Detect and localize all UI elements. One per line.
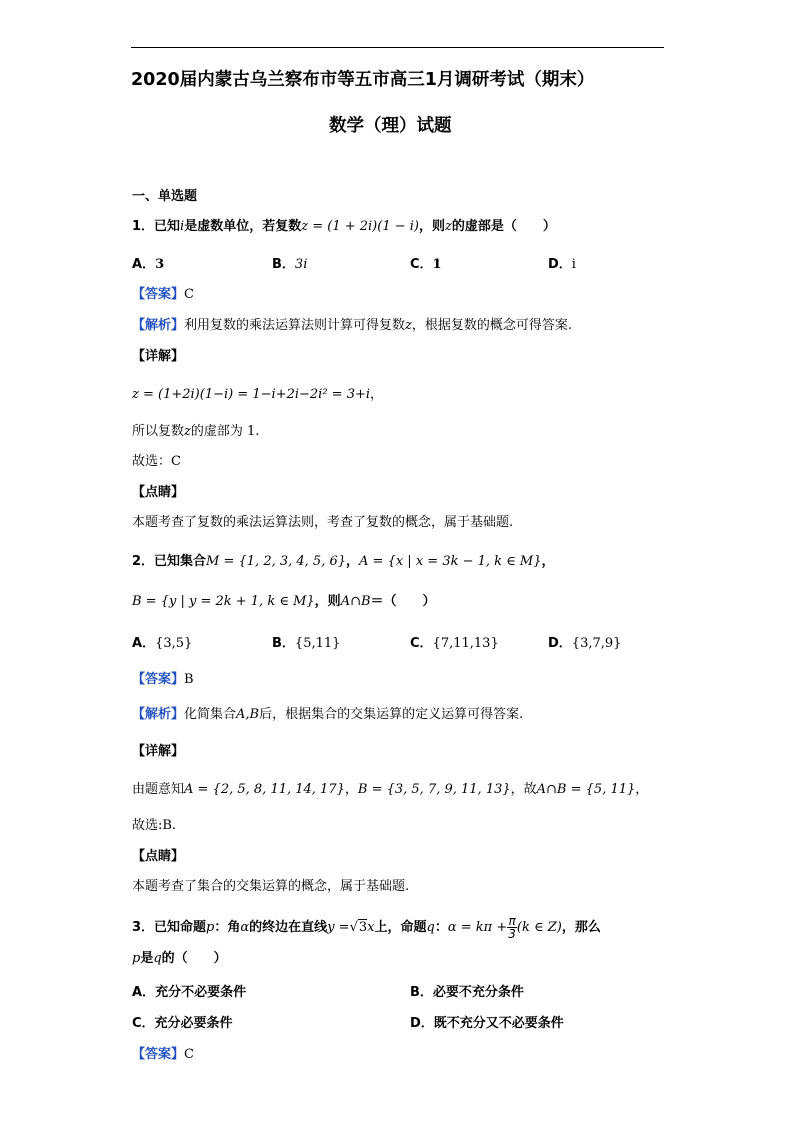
q1-answer [132,286,194,304]
option-letter: C． [132,1016,155,1031]
answer-value: C [184,1047,194,1062]
q3-var-p: p [206,920,215,935]
detail-text: 由题意知 [132,782,185,797]
conclusion-text: 的虚部为 1. [190,424,260,439]
q1-var-i: i [180,219,185,234]
q3-option-b [410,984,524,1002]
q1-formula: z = (1 + 2i)(1 − i) [301,219,419,234]
q2-option-c [410,635,499,653]
q2-detail-heading [132,743,184,761]
option-letter: A． [132,636,156,651]
q2-text: ， [541,554,555,569]
option-letter: A． [132,257,156,272]
q1-analysis [132,317,572,335]
header-rule [131,47,664,48]
option-letter: C． [410,257,433,272]
analysis-var: A,B [236,707,260,722]
detail-set-b: B = {3, 5, 7, 9, 11, 13} [357,782,511,797]
option-text: 3i [294,257,308,272]
q2-comment-heading [132,848,184,866]
q2-analysis [132,706,523,724]
q2-option-a [132,635,192,653]
conclusion-text: 所以复数 [132,424,185,439]
answer-value: C [184,287,194,302]
section-heading: 一、单选题 [132,189,198,204]
q2-option-b [272,635,340,653]
q2-set-b: B = {y | y = 2k + 1, k ∈ M} [132,594,315,609]
q3-text: 是 [140,951,154,966]
q1-option-d [548,256,576,274]
q1-detail-heading [132,348,184,366]
paper-title: 2020届内蒙古乌兰察布市等五市高三1月调研考试（期末） [131,70,595,90]
paper-subtitle: 数学（理）试题 [329,116,452,136]
comment-label: 【点睛】 [132,849,185,864]
q3-cond-lhs: α = kπ + [447,920,508,935]
q3-fraction [507,915,517,940]
q3-option-c [132,1015,233,1033]
conclusion-var: z [184,424,191,439]
q1-choose: 故选：C [132,454,181,469]
q1-comment: 本题考查了复数的乘法运算法则，考查了复数的概念，属于基础题. [132,515,514,530]
analysis-text: 后，根据集合的交集运算的定义运算可得答案. [259,707,524,722]
detail-text: ，故 [510,782,537,797]
q3-text: 3．已知命题 [132,920,207,935]
q1-detail-formula [132,386,383,404]
q1-option-b [272,256,307,274]
option-text: i [571,257,576,272]
q2-answer [132,671,194,689]
answer-label: 【答案】 [132,1047,185,1062]
q2-set-m: M = {1, 2, 3, 4, 5, 6} [206,554,347,569]
detail-label: 【详解】 [132,349,185,364]
q1-text: 的虚部是（ ） [451,219,556,234]
q3-answer [132,1046,194,1064]
q2-option-d [548,635,621,653]
answer-label: 【答案】 [132,287,185,302]
q3-line-sqrt: 3 [358,920,368,935]
question-1-stem [132,218,556,236]
detail-end: ， [370,387,384,402]
option-text: {7,11,13} [432,636,499,651]
q1-option-c [410,256,442,274]
comment-label: 【点睛】 [132,485,185,500]
q3-text: ： [434,920,448,935]
option-text: 1 [432,257,442,272]
q1-option-a [132,256,164,274]
q2-text: 2．已知集合 [132,554,207,569]
q3-text: 的（ ） [161,951,227,966]
option-text: {3,7,9} [571,636,622,651]
q1-text: ，则 [418,219,445,234]
option-letter: B． [272,636,295,651]
analysis-text: ，根据复数的概念可得答案. [411,318,573,333]
option-letter: A． [132,985,156,1000]
analysis-label: 【解析】 [132,707,185,722]
q2-intersection: A∩B [340,594,371,609]
analysis-text: 利用复数的乘法运算法则计算可得复数 [184,318,406,333]
q3-option-d [410,1015,564,1033]
q1-text: 是虚数单位，若复数 [184,219,302,234]
option-text: 3 [155,257,165,272]
question-3-stem [132,915,601,940]
q3-var-alpha: α [240,920,250,935]
analysis-label: 【解析】 [132,318,185,333]
analysis-var: z [405,318,412,333]
option-letter: D． [410,1016,434,1031]
q2-set-a: A = {x | x = 3k − 1, k ∈ M} [359,554,542,569]
option-text: 必要不充分条件 [432,985,524,1000]
option-text: {3,5} [155,636,193,651]
q3-var-p: p [132,951,141,966]
q1-var-z: z [445,219,452,234]
q3-text: 上，命题 [374,920,427,935]
detail-label: 【详解】 [132,744,185,759]
fraction-numerator: π [508,914,516,928]
detail-text: ， [635,782,649,797]
q1-conclusion [132,423,259,441]
q1-text: 1．已知 [132,219,181,234]
q2-text: ，则 [314,594,341,609]
q3-var-q: q [153,951,162,966]
option-text: {5,11} [294,636,341,651]
q1-comment-heading [132,484,184,502]
q3-line-lhs: y = [327,920,350,935]
q3-text: ，那么 [561,920,601,935]
option-letter: B． [272,257,295,272]
q3-option-a [132,984,246,1002]
detail-set-a: A = {2, 5, 8, 11, 14, 17} [184,782,345,797]
option-letter: B． [410,985,433,1000]
question-3-stem-line2 [132,950,227,968]
option-letter: D． [548,257,572,272]
option-text: 既不充分又不必要条件 [433,1016,564,1031]
q3-cond-domain: (k ∈ Z) [516,920,562,935]
q2-detail [132,781,648,799]
q2-comment: 本题考查了集合的交集运算的概念，属于基础题. [132,879,410,894]
sqrt-sign: √ [349,920,358,935]
q2-choose: 故选:B. [132,818,177,833]
q3-var-q: q [426,920,435,935]
detail-text: ， [344,782,358,797]
q2-text: ， [346,554,360,569]
answer-value: B [184,672,194,687]
q3-text: 的终边在直线 [249,920,328,935]
question-2-stem-line2 [132,593,436,611]
q2-text: ＝（ ） [370,594,436,609]
option-text: 充分不必要条件 [155,985,247,1000]
q3-line-var: x [367,920,375,935]
fraction-denominator: 3 [508,927,516,941]
q3-text: ：角 [214,920,241,935]
question-2-stem [132,553,555,571]
answer-label: 【答案】 [132,672,185,687]
detail-math: z = (1+2i)(1−i) = 1−i+2i−2i² = 3+i [132,387,371,402]
analysis-text: 化简集合 [184,707,237,722]
option-letter: D． [548,636,572,651]
detail-result: A∩B = {5, 11} [536,782,636,797]
option-text: 充分必要条件 [154,1016,233,1031]
option-letter: C． [410,636,433,651]
